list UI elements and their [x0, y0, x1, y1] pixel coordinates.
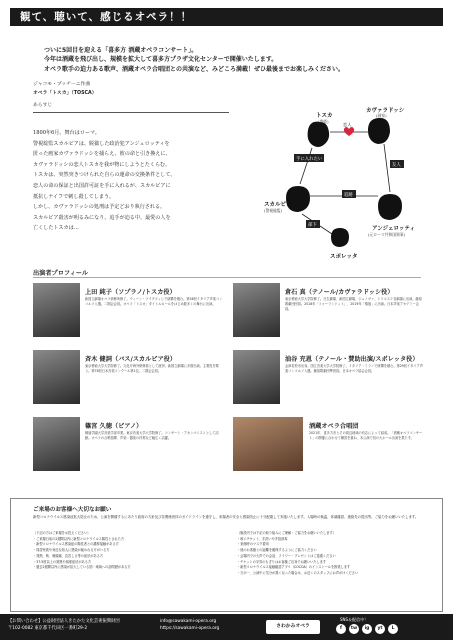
- notice-item: ・37.5度以上の発熱や風邪症状がある方: [33, 559, 92, 564]
- cast-photo: [33, 350, 80, 404]
- notice-item: ・発熱、咳、咽頭痛、息苦しさ等の症状がある方: [33, 553, 104, 558]
- page-header: [10, 8, 443, 26]
- cast-divider: [33, 277, 421, 278]
- sns-icons: [336, 624, 398, 634]
- spoletta-label: スポレッタ: [330, 254, 358, 260]
- composer-label: ジャコモ・プッチーニ作曲: [33, 82, 91, 87]
- cast-photo: [33, 417, 80, 471]
- page-title: 観て、聴いて、感じるオペラ！！: [20, 11, 193, 23]
- story-line: カヴァラドッシの恋人トスカを我が物にしようとたくらむ。: [33, 161, 171, 168]
- angelotti-role: (元ローマ共和国領事): [368, 232, 406, 237]
- character-diagram: [250, 96, 450, 268]
- cast-name: 倉石 真（テノール/カヴァラドッシ役）: [285, 289, 394, 296]
- cavaradossi-silhouette: [368, 118, 390, 144]
- notice-item: ・新型コロナウイルス感染症の陽性者との濃厚接触がある方: [33, 542, 119, 547]
- spoletta-silhouette: [331, 228, 349, 247]
- cast-name: 篠宮 久徳（ピアノ）: [85, 423, 143, 430]
- cast-bio: 東京藝術大学大学院修了。文化庁海外研修員として渡伊。新国立劇場に多数出演。主要役を歌う。第78回日本音楽コンクール第1位。二期会会員。: [85, 364, 219, 374]
- footer-address: 〒102-0082 東京都千代田区一番町29-2: [8, 626, 88, 631]
- notice-item: ・来館時のマスク着用: [237, 542, 269, 547]
- cast-name: 上田 純子（ソプラノ/トスカ役）: [85, 289, 176, 296]
- notice-lead: 新型コロナウイルス感染症拡大防止のため、公演を開催するにあたり政府の方針及び各関係団体のガイドラインを遵守し、来場者の安全と感染防止に十分配慮して実施いたします。入場時の検温、体調確認、連絡先の提出等、ご協力をお願いいたします。: [33, 515, 419, 519]
- cast-name: 油谷 充恩（テノール・賛助出演/スポレッタ役）: [285, 356, 419, 363]
- synopsis: [33, 128, 243, 234]
- cast-bio: 新国立劇場オペラ研修所修了。ウィーン・ライプツィヒで研鑽を積む。第38回イタリア声楽コンコルソ入選。二期会会員。オペラ「トスカ」タイトルロールをはじめ数多くの舞台に出演。: [85, 297, 223, 307]
- story-line: トスカは、突然突きつけられた自らの運命の交換条件として、: [33, 172, 176, 179]
- cast-card: [33, 283, 223, 339]
- cavaradossi-role: (画家): [376, 113, 387, 118]
- sns-label: SNS＆配信中！: [340, 617, 369, 622]
- notice-left: [33, 531, 223, 571]
- intro-line: 今年は酒蔵を飛び出し、規模を拡大して喜多方プラザ文化センターで開催いたします。: [44, 56, 278, 64]
- notice-item: ・同居家族や身近な知人に感染が疑われる方がいる方: [33, 548, 110, 553]
- angelotti-label: アンジェロッティ: [372, 226, 415, 232]
- story-line: 恋人の命の保証と出国許可証を手に入れるが、スカルピアに: [33, 182, 171, 189]
- notice-item: ・チケットの半券のもぎりはお客様ご自身でお願いいたします: [237, 559, 326, 564]
- story-line: 匿った画家カヴァラドッシを捕らえ、彼の命と引き換えに、: [33, 151, 171, 158]
- cast-card: [33, 417, 223, 473]
- cavaradossi-label: カヴァラドッシ: [366, 108, 405, 114]
- story-line: スカルピア殺害が明るみになり、追手が迫る中、最愛の人を: [33, 214, 171, 221]
- scarpia-role: (警視総監): [264, 208, 283, 213]
- rel-desire-label: 手に入れたい: [296, 157, 323, 162]
- instagram-icon[interactable]: ig: [362, 624, 372, 634]
- intro-text: [44, 46, 414, 74]
- rel-friend-label: 友人: [392, 163, 401, 168]
- cast-card: [233, 283, 423, 339]
- story-line: 警視総監スカルピアは、脱獄した政治犯アンジェロッティを: [33, 140, 170, 147]
- synopsis-text: あらすじ: [33, 103, 53, 108]
- tosca-role: (歌姫): [318, 119, 329, 124]
- notice-box: [10, 498, 443, 612]
- story-line: 亡くしたトスカは…: [33, 225, 79, 232]
- notice-item: （下記の方はご来場をお控えください）: [33, 531, 91, 535]
- angelotti-silhouette: [378, 194, 402, 220]
- notice-title: ご来場のお客様へ大切なお願い: [33, 507, 112, 513]
- intro-line: ついに5回目を迎える「喜多方 酒蔵オペラコンサート」。: [44, 47, 198, 54]
- footer-web[interactable]: https://sawakami-opera.org: [160, 626, 220, 631]
- cast-card: [233, 350, 423, 406]
- synopsis-divider: [33, 112, 229, 113]
- tosca-silhouette: [308, 122, 330, 147]
- heart-icon: [344, 127, 354, 136]
- intro-line: オペラ歌手の迫力ある歌声、酒蔵オペラ合唱団との共演など、みどころ満載！ぜひ最後までお楽しみください。: [44, 65, 345, 73]
- cast-photo: [233, 283, 280, 337]
- tosca-label: トスカ: [316, 113, 333, 119]
- cast-title: 出演者プロフィール: [33, 270, 89, 277]
- footer-logo: さわかみオペラ: [266, 620, 320, 634]
- notice-item: ・会場内での大声での会話、フラワー・プレゼントはご遠慮ください: [237, 553, 336, 558]
- twitter-icon[interactable]: tw: [349, 624, 359, 634]
- footer: [0, 614, 453, 640]
- footer-email[interactable]: info@sawakami-opera.org: [160, 619, 217, 624]
- cast-card: [233, 417, 423, 473]
- cast-name: 斉木 健詞（バス/スカルピア役）: [85, 356, 177, 363]
- choir-photo: [233, 417, 303, 471]
- footer-contact: [8, 618, 120, 632]
- footer-org: 【お問い合わせ】公益財団法人きたかた文化芸術振興財団: [8, 619, 120, 624]
- rel-pursue-label: 追跡: [344, 193, 353, 198]
- cast-card: [33, 350, 223, 406]
- cast-bio: 東京藝術大学大学院修了。日生劇場、新国立劇場、ジュノヴァ、トリエステ各劇場に出演。藤原歌劇団団員。2018年「トゥーランドット」、2019年「椿姫」に出演。日本声楽アカデミー会員。: [285, 297, 422, 312]
- youtube-icon[interactable]: yt: [375, 624, 385, 634]
- cast-photo: [33, 283, 80, 337]
- notice-right: [237, 531, 427, 577]
- notice-item: ・過去2週間以内に感染が拡大している国・地域への訪問歴がある方: [33, 565, 131, 570]
- cast-bio: 会津若松市出身。国立音楽大学大学院修了。イタリア・ミラノで研鑽を積む。第29回イタリア声楽コンコルソ入選。藤原歌劇団準団員。日本オペラ協会会員。: [285, 364, 423, 374]
- story-line: 抵抗しナイフで刺し殺してしまう。: [33, 193, 115, 200]
- story-line: しかし、カヴァラドッシの処刑は予定どおり執行される。: [33, 204, 166, 211]
- rel-subordinate-label: 部下: [308, 223, 317, 228]
- notice-item: ・新型コロナウイルス接触確認アプリ（COCOA）のインストールを推奨します: [237, 565, 351, 570]
- scarpia-silhouette: [286, 186, 310, 212]
- notice-item: ・他のお客様との距離を確保するようにご協力ください: [237, 548, 317, 553]
- cast-bio: 2021年、喜多方市とその周辺地域の有志によって結成。「酒蔵オペラコンサート」の開催に合わせて練習を重ね、本公演で初の大ホール出演を果たす。: [309, 431, 423, 441]
- story-line: 1800年6月、舞台はローマ。: [33, 130, 100, 136]
- scarpia-label: スカルピア: [264, 202, 292, 208]
- notice-item: ・咳エチケット、手洗いや手指消毒: [237, 536, 288, 541]
- notice-item: ・ご来場日前の2週間以内に新型コロナウイルス陽性とされた方: [33, 536, 125, 541]
- rel-lovers-label: 恋人: [343, 122, 352, 127]
- synopsis-label: [33, 103, 229, 117]
- line-icon[interactable]: L: [388, 624, 398, 634]
- work-title: オペラ「トスカ」（TOSCA）: [33, 91, 97, 96]
- facebook-icon[interactable]: f: [336, 624, 346, 634]
- cast-name: 酒蔵オペラ合唱団: [309, 423, 359, 430]
- notice-item: （施設内では下記の取り組みにご理解・ご協力をお願いいたします）: [237, 531, 336, 535]
- cast-photo: [233, 350, 280, 404]
- footer-links: [160, 618, 219, 632]
- notice-item: ・万が一、公演中に気分が悪くなった場合は、お近くのスタッフにお声がけください: [237, 570, 359, 575]
- cast-bio: 桐朋学園大学音楽学部卒業。東京音楽大学大学院修了。コンサート・アカンパニストとして活動。オペラの合唱指揮、声楽・器楽の伴奏など幅広く活躍。: [85, 431, 219, 441]
